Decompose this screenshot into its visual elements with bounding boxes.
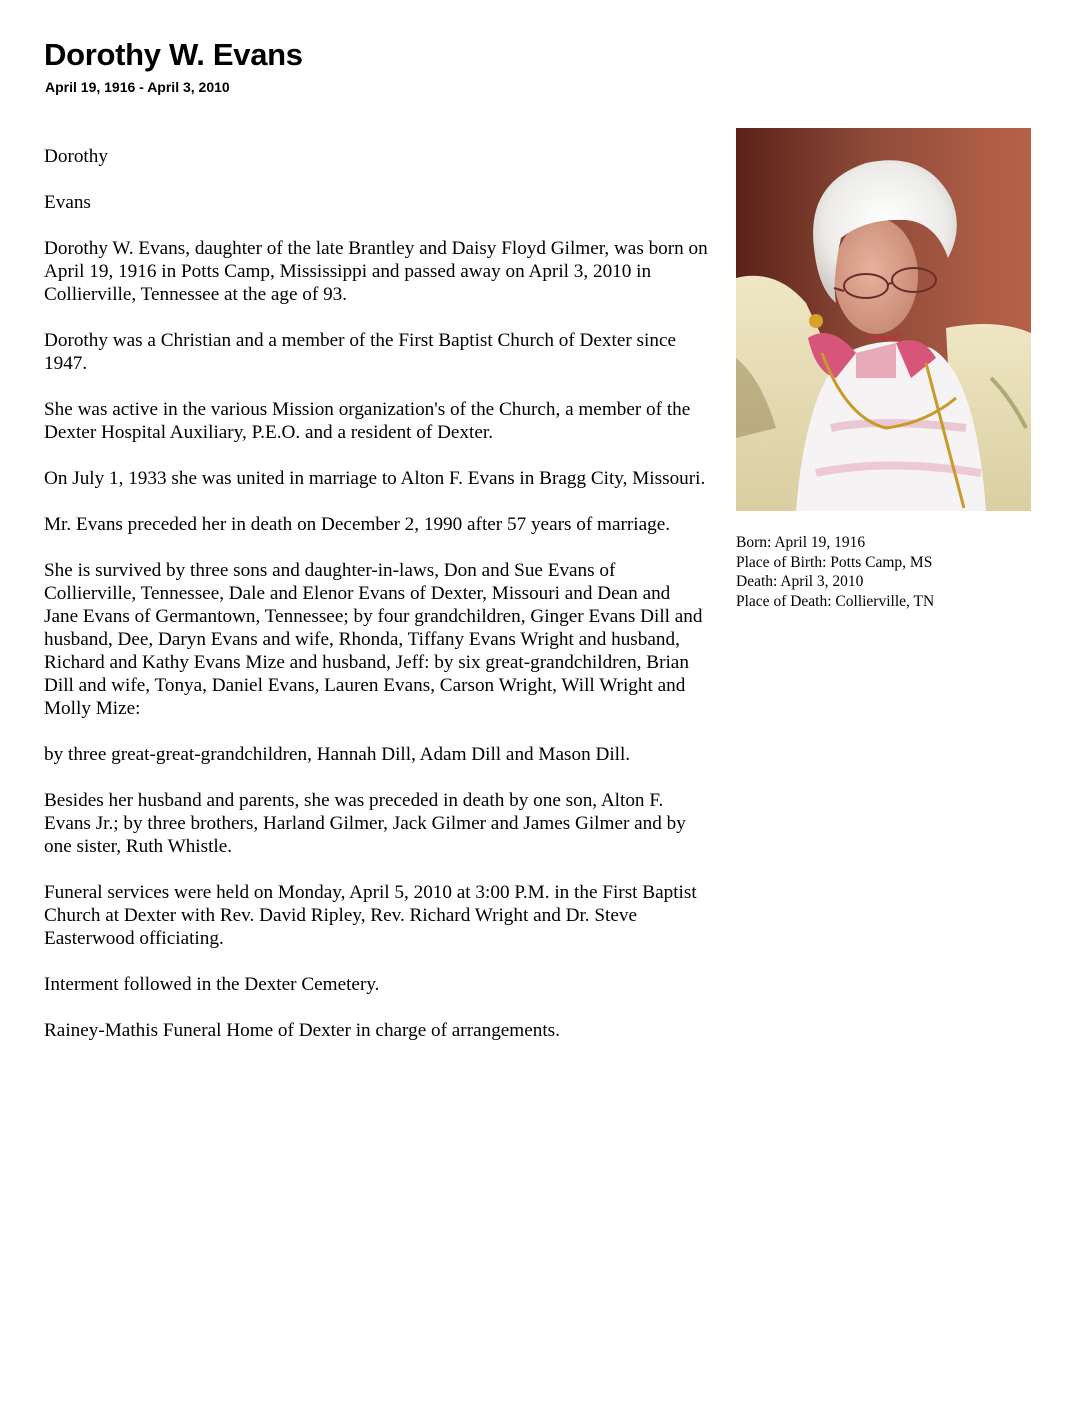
paragraph: Dorothy W. Evans, daughter of the late Brantley and Daisy Floyd Gilmer, was born on April 19, 1916 in Potts Camp, Mississippi and passed away on April 3, 2010 in Collierville, Tennessee at the age of 93.	[44, 238, 708, 305]
paragraph: Mr. Evans preceded her in death on December 2, 1990 after 57 years of marriage.	[44, 514, 671, 535]
paragraph: Rainey-Mathis Funeral Home of Dexter in charge of arrangements.	[44, 1020, 560, 1041]
paragraph: Funeral services were held on Monday, April 5, 2010 at 3:00 P.M. in the First Baptist Church at Dexter with Rev. David Ripley, Rev. Richard Wright and Dr. Steve Easterwood officiating.	[44, 882, 697, 949]
paragraph: Dorothy was a Christian and a member of the First Baptist Church of Dexter since 1947.	[44, 330, 676, 374]
paragraph: Interment followed in the Dexter Cemetery.	[44, 974, 380, 995]
vital-facts	[736, 533, 934, 611]
born-date: Born: April 19, 1916	[736, 534, 866, 551]
paragraph: On July 1, 1933 she was united in marriage to Alton F. Evans in Bragg City, Missouri.	[44, 468, 706, 489]
place-of-death: Place of Death: Collierville, TN	[736, 592, 935, 610]
paragraph: Dorothy	[44, 146, 108, 167]
page-title: Dorothy W. Evans	[44, 37, 303, 72]
obituary-body	[44, 145, 709, 1065]
paragraph: by three great-great-grandchildren, Hannah Dill, Adam Dill and Mason Dill.	[44, 744, 631, 765]
portrait-photo	[736, 128, 1031, 511]
paragraph: Evans	[44, 192, 91, 213]
life-dates: April 19, 1916 - April 3, 2010	[45, 79, 230, 95]
paragraph: She was active in the various Mission organization's of the Church, a member of the Dexter Hospital Auxiliary, P.E.O. and a resident of Dexter.	[44, 399, 691, 443]
paragraph: She is survived by three sons and daughter-in-laws, Don and Sue Evans of Collierville, Tennessee, Dale and Elenor Evans of Dexter, Missouri and Dean and Jane Evans of Germantown, Tennessee; by four grandchildren, Ginger Evans Dill and husband, Dee, Daryn Evans and wife, Rhonda, Tiffany Evans Wright and husband, Richard and Kathy Evans Mize and husband, Jeff: by six great-grandchildren, Brian Dill and wife, Tonya, Daniel Evans, Lauren Evans, Carson Wright, Will Wright and Molly Mize:	[44, 560, 703, 719]
place-of-birth: Place of Birth: Potts Camp, MS	[736, 553, 933, 571]
paragraph: Besides her husband and parents, she was preceded in death by one son, Alton F. Evans Jr.; by three brothers, Harland Gilmer, Jack Gilmer and James Gilmer and by one sister, Ruth Whistle.	[44, 790, 686, 857]
death-date: Death: April 3, 2010	[736, 573, 864, 590]
